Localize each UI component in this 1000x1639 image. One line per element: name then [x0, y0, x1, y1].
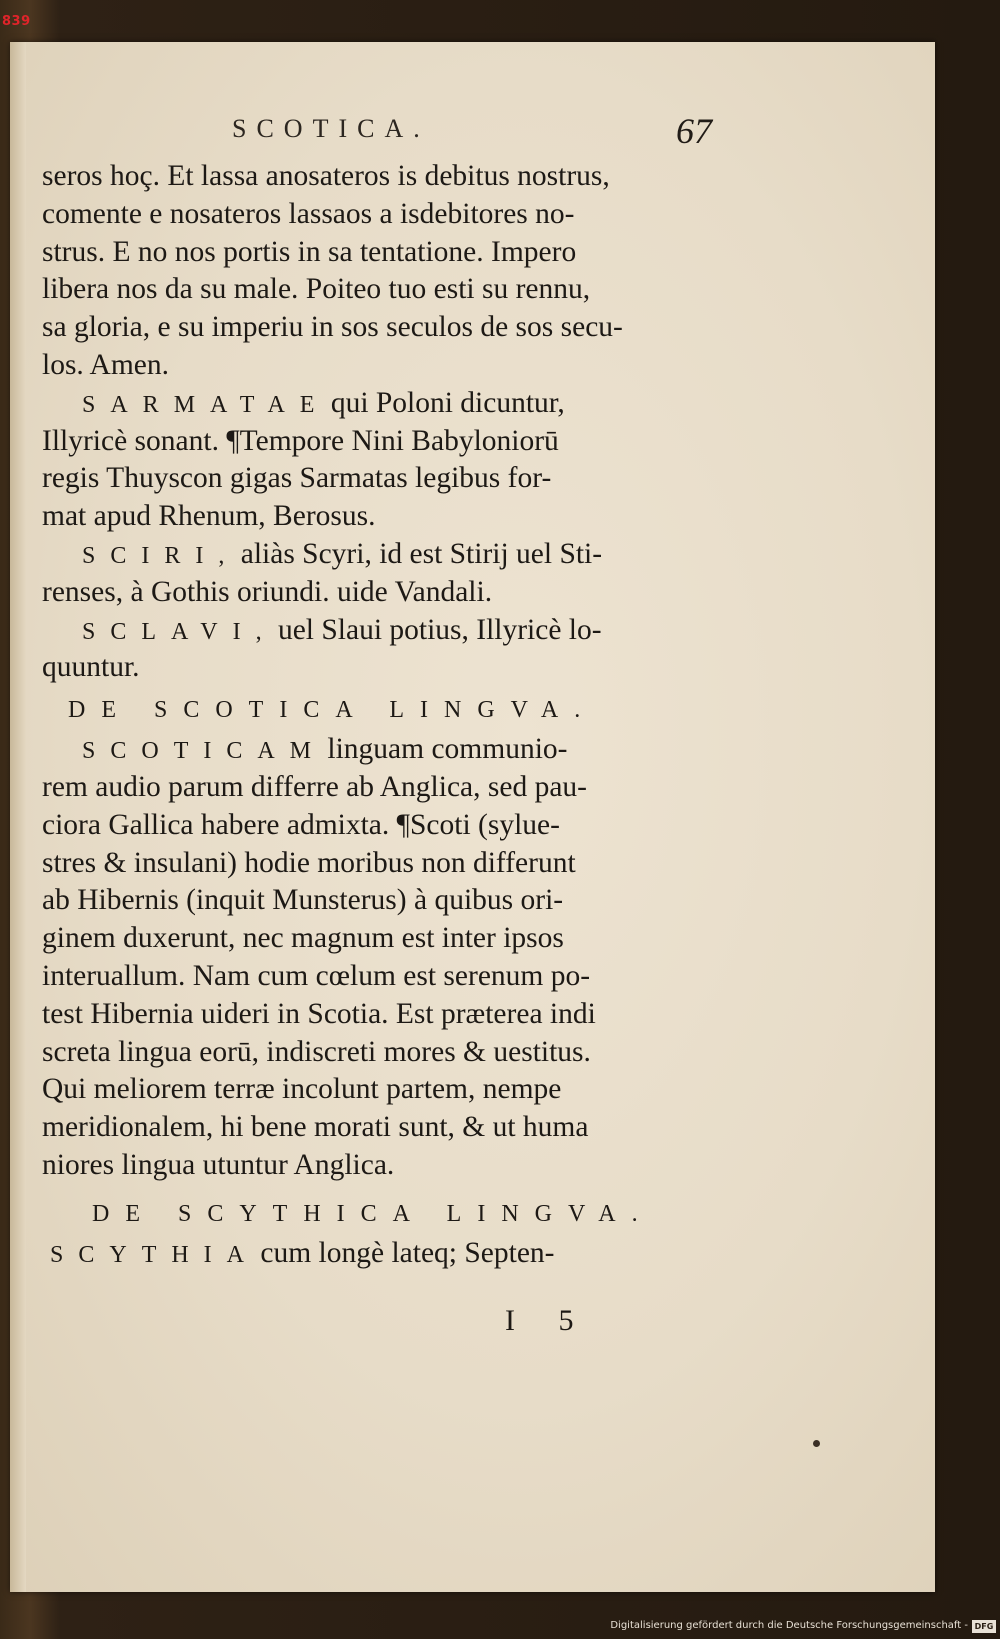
- entry-keyword: SCYTHIA: [50, 1241, 260, 1268]
- text-line: sa gloria, e su imperiu in sos seculos de sos secu-: [42, 311, 623, 344]
- section-heading-scotica: DE SCOTICA LINGVA.: [68, 697, 597, 724]
- entry-keyword: SCLAVI,: [82, 618, 277, 645]
- entry-keyword: SCIRI,: [82, 542, 240, 569]
- text-line: quuntur.: [42, 651, 140, 684]
- text-line: niores lingua utuntur Anglica.: [42, 1148, 395, 1181]
- text-line: interuallum. Nam cum cœlum est serenum po-: [42, 959, 591, 992]
- text-line: seros hoç. Et lassa anosateros is debitus nostrus,: [42, 160, 610, 192]
- entry-sciri: [42, 536, 714, 574]
- text-block: [42, 110, 714, 1273]
- page-gutter-edge: [10, 42, 26, 1592]
- entry-scythia: [42, 1235, 714, 1273]
- digitization-credit: Digitalisierung gefördert durch die Deutsche Forschungsgemeinschaft -: [610, 1620, 968, 1631]
- dfg-logo: DFG: [972, 1620, 996, 1633]
- section-heading-scythica: DE SCYTHICA LINGVA.: [92, 1200, 654, 1227]
- text-line: mat apud Rhenum, Berosus.: [42, 500, 376, 533]
- entry-keyword: SARMATAE: [82, 391, 330, 418]
- text-line: ab Hibernis (inquit Munsterus) à quibus ori-: [42, 884, 564, 917]
- text-line: screta lingua eorū, indiscreti mores & uestitus.: [42, 1035, 591, 1068]
- entry-text: linguam communio-: [327, 733, 568, 766]
- running-head: [42, 110, 714, 152]
- text-line: comente e nosateros lassaos a isdebitores no-: [42, 197, 575, 230]
- text-line: ciora Gallica habere admixta. ¶Scoti (sylue-: [42, 808, 560, 841]
- entry-text: uel Slaui potius, Illyricè lo-: [277, 613, 602, 646]
- entry-text: qui Poloni dicuntur,: [330, 386, 565, 419]
- text-line: meridionalem, hi bene morati sunt, & ut huma: [42, 1111, 589, 1144]
- scan-corner-mark: 839: [2, 14, 31, 29]
- text-line: strus. E no nos portis in sa tentatione. Impero: [42, 235, 577, 268]
- text-line: Illyricè sonant. ¶Tempore Nini Babyloniorū: [42, 424, 559, 457]
- signature-mark: I 5: [505, 1304, 592, 1337]
- entry-keyword: SCOTICAM: [82, 738, 327, 765]
- ink-speck: [813, 1440, 820, 1447]
- running-title: SCOTICA.: [232, 114, 430, 143]
- text-line: Qui meliorem terræ incolunt partem, nempe: [42, 1073, 562, 1106]
- text-line: ginem duxerunt, nec magnum est inter ipsos: [42, 922, 564, 955]
- text-line: los. Amen.: [42, 348, 170, 381]
- text-line: rem audio parum differre ab Anglica, sed pau-: [42, 770, 588, 803]
- entry-sclavi: [42, 612, 714, 650]
- text-line: renses, à Gothis oriundi. uide Vandali.: [42, 575, 493, 608]
- text-line: regis Thuyscon gigas Sarmatas legibus for-: [42, 462, 552, 495]
- text-line: stres & insulani) hodie moribus non differunt: [42, 846, 576, 879]
- text-line: libera nos da su male. Poiteo tuo esti su rennu,: [42, 273, 591, 306]
- folio-number: 67: [676, 111, 712, 151]
- entry-scoticam: [42, 731, 714, 769]
- entry-sarmatae: [42, 385, 714, 423]
- text-line: test Hibernia uideri in Scotia. Est præterea indi: [42, 997, 596, 1030]
- entry-text: cum longè lateq; Septen-: [260, 1236, 555, 1269]
- entry-text: aliàs Scyri, id est Stirij uel Sti-: [240, 537, 603, 570]
- book-page: [10, 42, 935, 1592]
